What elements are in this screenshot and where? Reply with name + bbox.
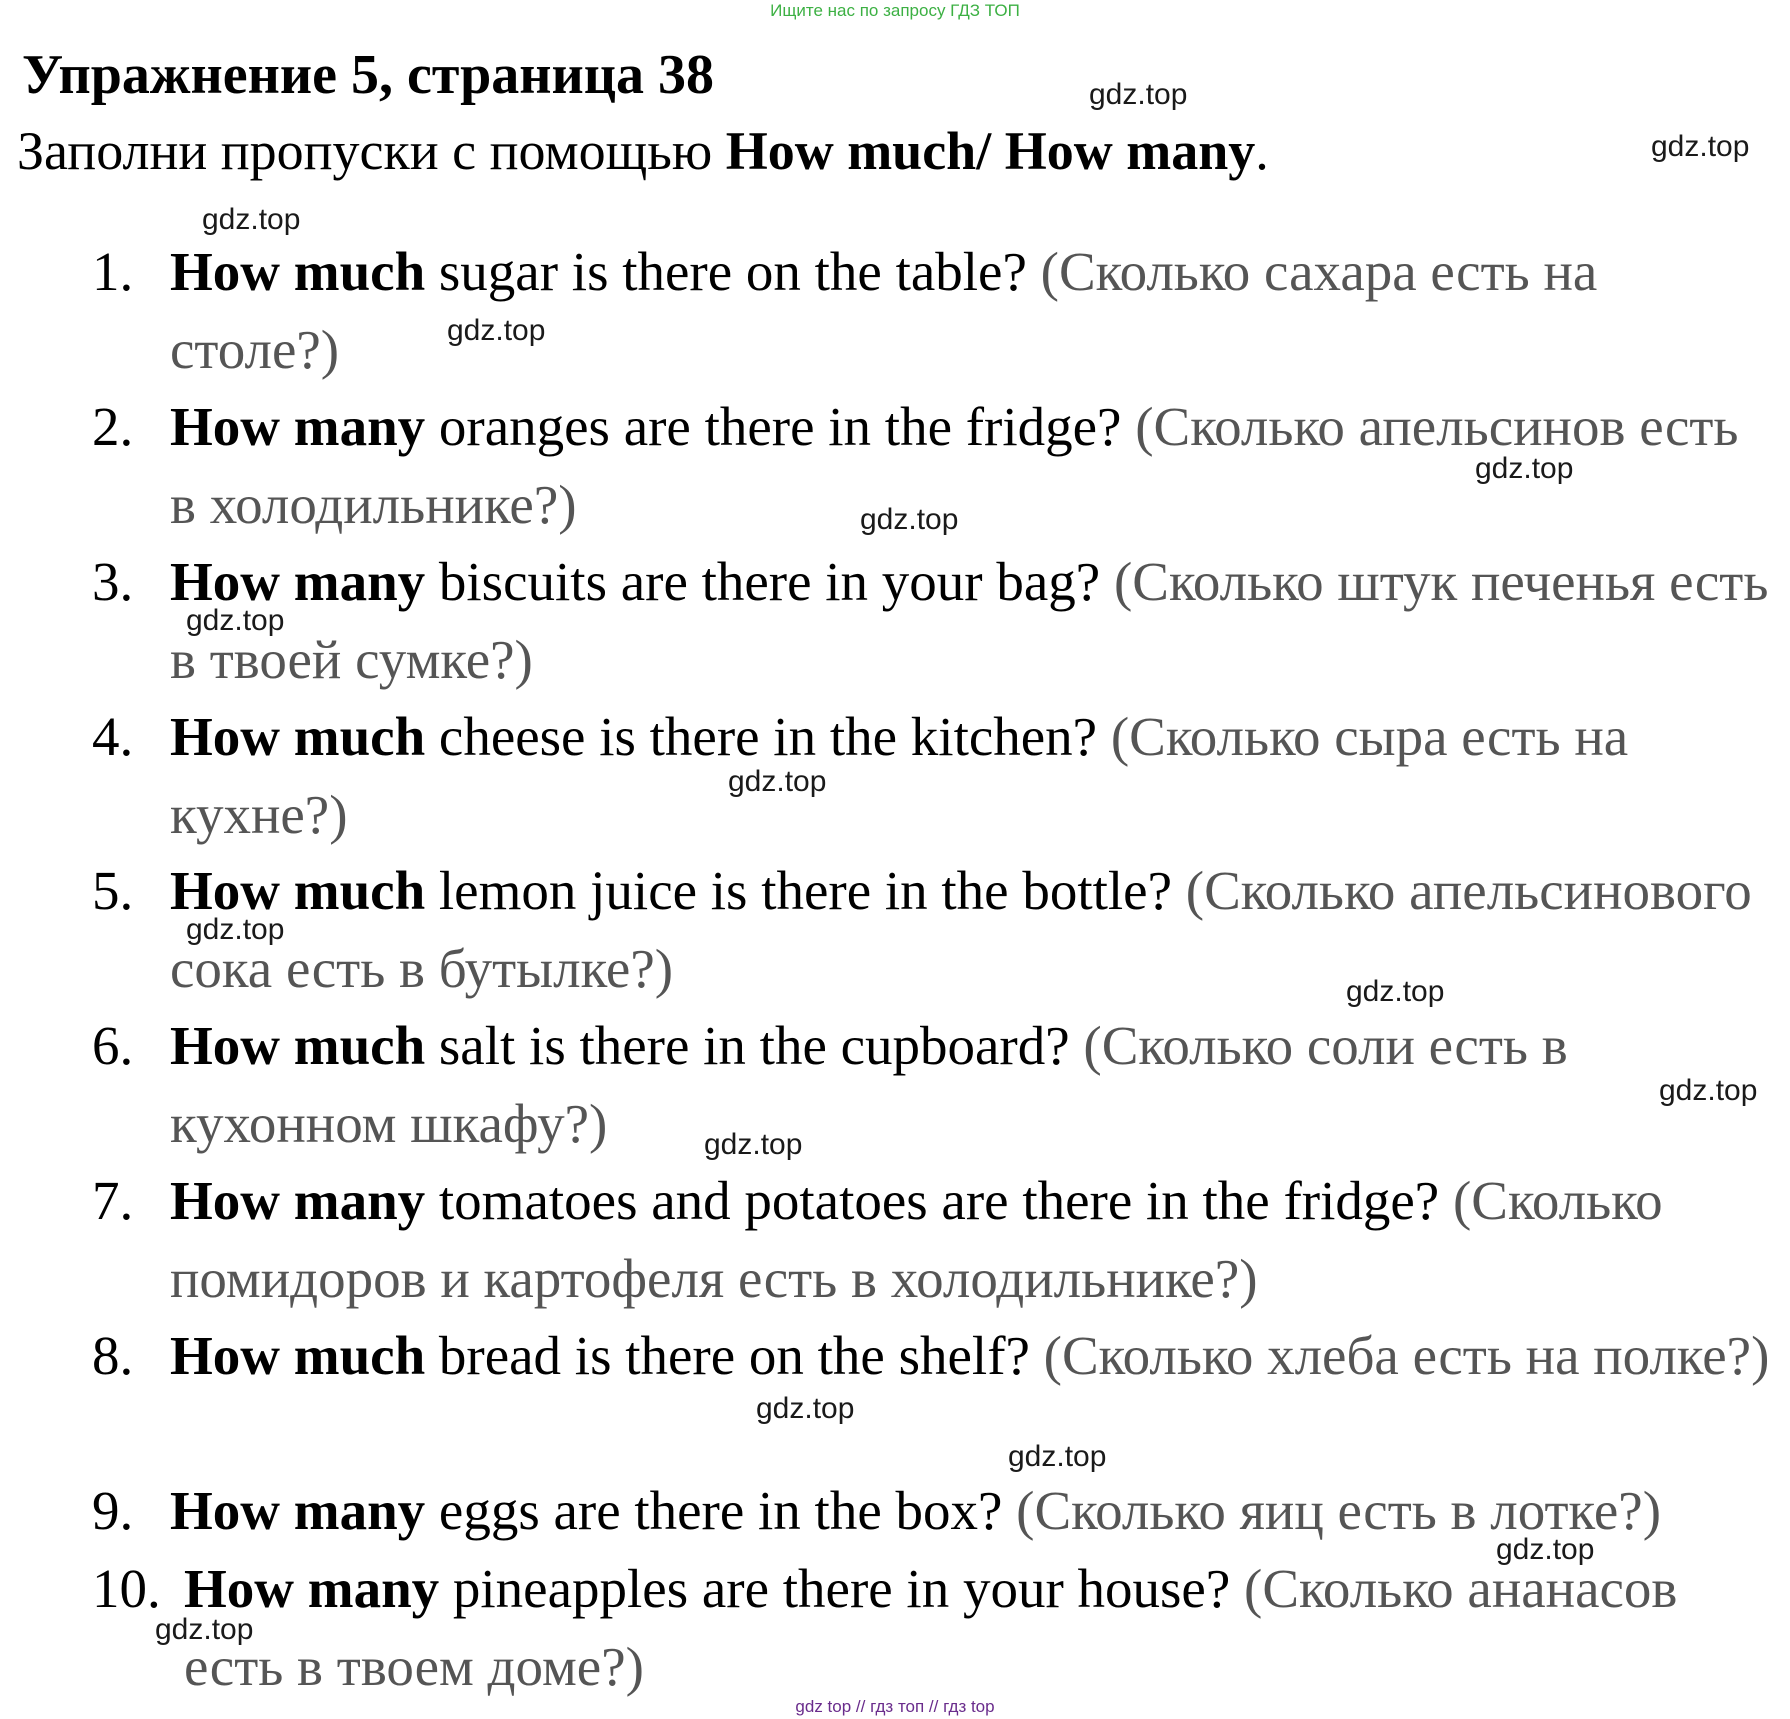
instruction-prefix: Заполни пропуски с помощью [17, 121, 726, 181]
watermark-text: gdz.top [704, 1128, 803, 1161]
watermark-text: gdz.top [1651, 130, 1750, 163]
item-number: 6. [92, 1015, 134, 1076]
watermark-text: gdz.top [202, 203, 301, 236]
item-translation: (Сколько хлеба есть на полке?) [1043, 1325, 1770, 1386]
list-item [92, 1162, 1782, 1318]
item-number: 4. [92, 706, 134, 767]
exercise-instruction [17, 115, 1269, 187]
list-item [92, 1550, 1782, 1706]
item-translation: (Сколько соли есть в кухонном шкафу?) [170, 1015, 1568, 1154]
watermark-text: gdz.top [1475, 452, 1574, 485]
item-number: 3. [92, 551, 134, 612]
footer-watermark: gdz top // гдз топ // гдз top [795, 1697, 995, 1716]
list-item [92, 233, 1782, 389]
watermark-text: gdz.top [1089, 78, 1188, 111]
item-translation: (Сколько ананасов есть в твоем доме?) [184, 1558, 1678, 1697]
watermark-text: gdz.top [728, 765, 827, 798]
watermark-text: gdz.top [155, 1613, 254, 1646]
instruction-suffix: . [1255, 121, 1269, 181]
watermark-text: gdz.top [186, 913, 285, 946]
item-answer: How many [170, 1170, 426, 1231]
item-translation: (Сколько помидоров и картофеля есть в холодильнике?) [170, 1170, 1663, 1309]
watermark-text: gdz.top [860, 503, 959, 536]
item-number: 7. [92, 1170, 134, 1231]
item-answer: How much [170, 706, 426, 767]
item-number: 2. [92, 396, 134, 457]
watermark-text: gdz.top [1659, 1074, 1758, 1107]
item-question: tomatoes and potatoes are there in the fridge? [425, 1170, 1453, 1231]
item-translation: (Сколько яиц есть в лотке?) [1016, 1480, 1662, 1541]
watermark-text: gdz.top [1346, 975, 1445, 1008]
item-answer: How much [170, 1325, 426, 1386]
item-translation: (Сколько апельсинового сока есть в бутылке?) [170, 860, 1752, 999]
list-item [92, 1317, 1782, 1395]
item-question: biscuits are there in your bag? [425, 551, 1114, 612]
list-item [92, 1007, 1782, 1163]
instruction-bold: How much/ How many [725, 121, 1256, 181]
item-answer: How much [170, 241, 426, 302]
watermark-text: gdz.top [1496, 1533, 1595, 1566]
item-answer: How much [170, 1015, 426, 1076]
item-translation: (Сколько апельсинов есть в холодильнике?) [170, 396, 1739, 535]
item-question: pineapples are there in your house? [439, 1558, 1244, 1619]
watermark-text: gdz.top [756, 1392, 855, 1425]
watermark-text: gdz.top [447, 314, 546, 347]
item-question: salt is there in the cupboard? [425, 1015, 1084, 1076]
item-answer: How many [170, 1480, 426, 1541]
list-item [92, 698, 1782, 854]
list-item [92, 852, 1782, 1008]
item-number: 10. [92, 1558, 161, 1619]
item-number: 1. [92, 241, 134, 302]
item-question: lemon juice is there in the bottle? [425, 860, 1186, 921]
item-answer: How many [170, 396, 426, 457]
item-question: bread is there on the shelf? [425, 1325, 1044, 1386]
item-question: oranges are there in the fridge? [425, 396, 1136, 457]
item-number: 5. [92, 860, 134, 921]
page-title: Упражнение 5, страница 38 [22, 44, 715, 106]
item-translation: (Сколько сахара есть на столе?) [170, 241, 1598, 380]
watermark-text: gdz.top [1008, 1440, 1107, 1473]
list-item [92, 543, 1782, 699]
item-number: 9. [92, 1480, 134, 1541]
item-question: sugar is there on the table? [425, 241, 1041, 302]
item-question: cheese is there in the kitchen? [425, 706, 1111, 767]
item-answer: How much [170, 860, 426, 921]
item-translation: (Сколько сыра есть на кухне?) [170, 706, 1629, 845]
item-answer: How many [170, 551, 426, 612]
item-answer: How many [184, 1558, 440, 1619]
item-number: 8. [92, 1325, 134, 1386]
item-translation: (Сколько штук печенья есть в твоей сумке?) [170, 551, 1769, 690]
watermark-text: gdz.top [186, 604, 285, 637]
item-question: eggs are there in the box? [425, 1480, 1017, 1541]
search-hint-banner: Ищите нас по запросу ГДЗ ТОП [770, 1, 1020, 20]
